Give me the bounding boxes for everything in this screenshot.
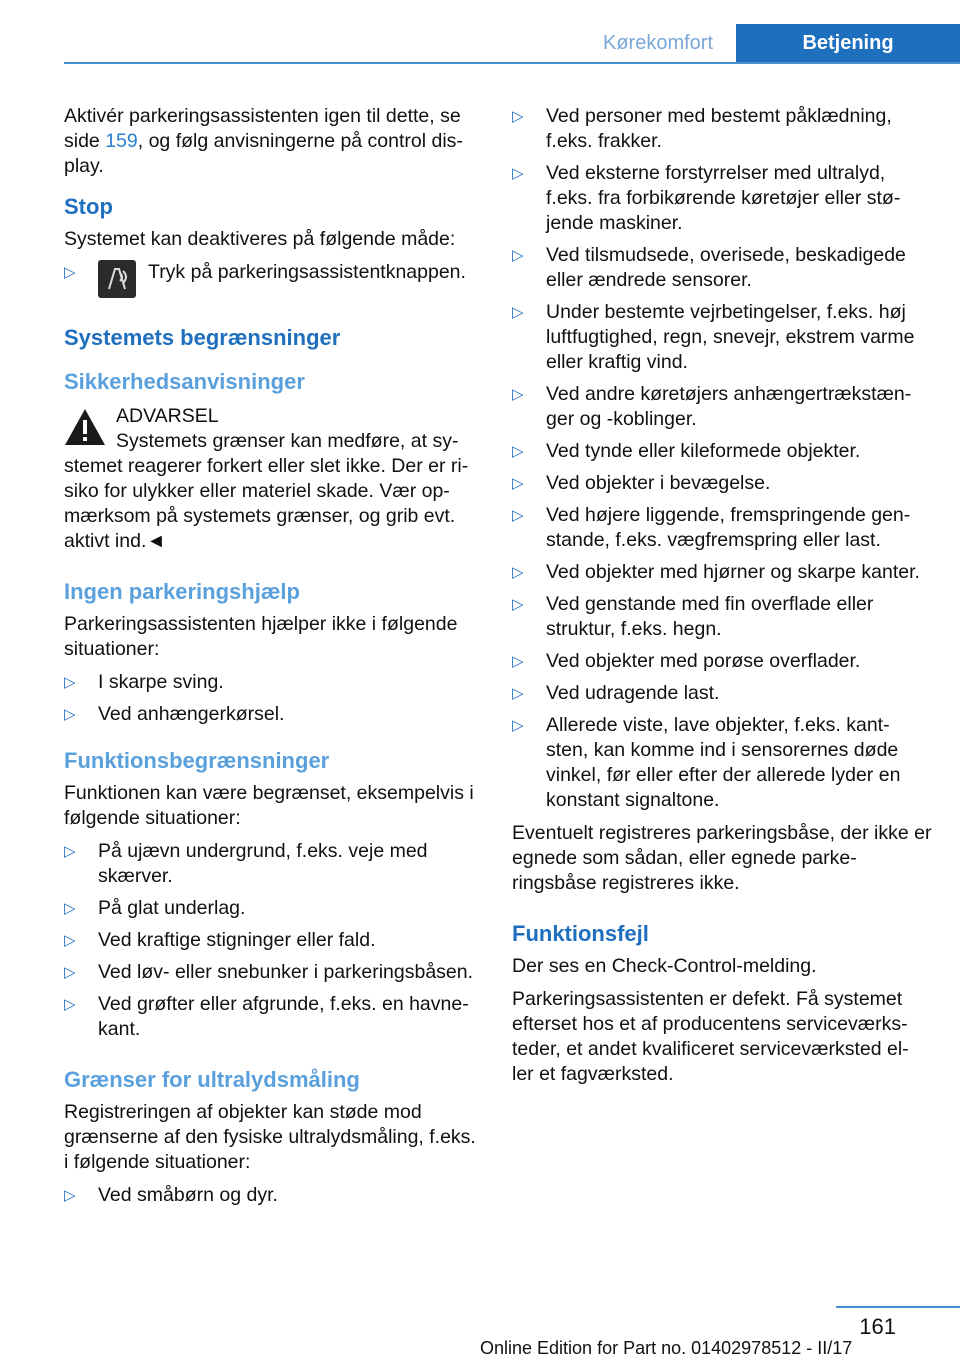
- stop-heading: Stop: [64, 194, 113, 219]
- list-item: ▷ Ved kraftige stigninger eller fald.: [64, 929, 376, 951]
- bullet-icon: ▷: [512, 596, 524, 613]
- bullet-icon: ▷: [64, 706, 76, 723]
- bullet-icon: ▷: [512, 108, 524, 125]
- bullet-icon: ▷: [512, 653, 524, 670]
- funclim-text: Funktionen kan være begrænset, eksempelvis i følgende situationer:: [64, 782, 474, 829]
- list-item: ▷ Ved tynde eller kileformede objekter.: [512, 440, 861, 462]
- limits-heading: Systemets begrænsninger: [64, 325, 341, 350]
- warning-title: ADVARSEL: [116, 405, 219, 427]
- stop-list-item: [64, 260, 478, 298]
- list-item: ▷ Allerede viste, lave objekter, f.eks. kant- sten, kan komme ind i sensorernes døde vinkel, før eller efter der allerede lyder en konstant signaltone.: [512, 714, 901, 811]
- page-number: 161: [859, 1314, 896, 1339]
- warning-text: stemet reagerer forkert eller slet ikke. Der er ri- siko for ulykker eller materiel skade. Vær op- mærksom på systemets grænser, og grib evt. aktivt ind.◄: [64, 455, 469, 552]
- list-item: ▷ Ved udragende last.: [512, 682, 720, 704]
- right-column: [512, 104, 932, 1095]
- fault-heading: Funktionsfejl: [512, 921, 649, 946]
- edition-note: Online Edition for Part no. 01402978512 - II/17: [480, 1338, 853, 1358]
- list-item: ▷ Ved eksterne forstyrrelser med ultralyd, f.eks. fra forbikørende køretøjer eller stø- jende maskiner.: [512, 162, 901, 234]
- funclim-heading: Funktionsbegrænsninger: [64, 748, 330, 773]
- bullet-icon: ▷: [512, 165, 524, 182]
- list-item: ▷ Ved objekter med hjørner og skarpe kanter.: [512, 561, 920, 583]
- list-item: ▷ Ved tilsmudsede, overisede, beskadigede eller ændrede sensorer.: [512, 244, 906, 291]
- left-column: [64, 104, 478, 1216]
- bullet-icon: ▷: [64, 996, 76, 1013]
- nohelp-heading: Ingen parkeringshjælp: [64, 579, 300, 604]
- bullet-icon: ▷: [512, 507, 524, 524]
- warning-box: [64, 402, 478, 554]
- list-item: ▷ Ved objekter med porøse overflader.: [512, 650, 861, 672]
- bullet-icon: ▷: [512, 685, 524, 702]
- bullet-icon: ▷: [512, 564, 524, 581]
- bullet-icon: ▷: [64, 964, 76, 981]
- ultra-list: [64, 1183, 478, 1208]
- bullet-icon: ▷: [512, 717, 524, 734]
- ultra-list-continued: [512, 104, 932, 813]
- header-rule: [64, 62, 960, 64]
- fault-text-1: Der ses en Check-Control-melding.: [512, 955, 817, 977]
- list-item: ▷ I skarpe sving.: [64, 671, 224, 693]
- bullet-icon: ▷: [64, 900, 76, 917]
- tab-korekomfort[interactable]: Kørekomfort: [602, 32, 714, 54]
- bullet-icon: ▷: [512, 386, 524, 403]
- stop-item-text: Tryk på parkeringsassistentknappen.: [148, 261, 466, 283]
- list-item: ▷ Ved anhængerkørsel.: [64, 703, 285, 725]
- bullet-icon: ▷: [64, 264, 76, 281]
- list-item: ▷ Ved personer med bestemt påklædning, f.eks. frakker.: [512, 105, 892, 152]
- bullet-icon: ▷: [512, 304, 524, 321]
- nohelp-list: [64, 670, 478, 727]
- nohelp-text: Parkeringsassistenten hjælper ikke i følgende situationer:: [64, 613, 458, 660]
- list-item: ▷ Ved højere liggende, fremspringende gen- stande, f.eks. vægfremspring eller last.: [512, 504, 911, 551]
- after-list-text: Eventuelt registreres parkeringsbåse, der ikke er egnede som sådan, eller egnede parke- ringsbåse registreres ikke.: [512, 822, 932, 894]
- list-item: ▷ På glat underlag.: [64, 897, 246, 919]
- list-item: ▷ Ved objekter i bevægelse.: [512, 472, 771, 494]
- tab-betjening[interactable]: Betjening: [736, 24, 960, 62]
- list-item: ▷ Ved løv- eller snebunker i parkeringsbåsen.: [64, 961, 474, 983]
- stop-text: Systemet kan deaktiveres på følgende måde:: [64, 228, 456, 250]
- warning-triangle-icon: [64, 408, 106, 453]
- bullet-icon: ▷: [512, 247, 524, 264]
- bullet-icon: ▷: [512, 475, 524, 492]
- list-item: ▷ Ved genstande med fin overflade eller struktur, f.eks. hegn.: [512, 593, 874, 640]
- list-item: ▷ På ujævn undergrund, f.eks. veje med skærver.: [64, 840, 428, 887]
- warning-text-first: Systemets grænser kan medføre, at sy-: [116, 430, 459, 452]
- bullet-icon: ▷: [64, 674, 76, 691]
- list-item: ▷ Under bestemte vejrbetingelser, f.eks. høj luftfugtighed, regn, snevejr, ekstrem varme eller kraftig vind.: [512, 301, 915, 373]
- ultra-text: Registreringen af objekter kan støde mod grænserne af den fysiske ultralydsmåling, f.eks. i følgende situationer:: [64, 1101, 476, 1173]
- parking-assistant-button-icon: [98, 260, 136, 298]
- safety-heading: Sikkerhedsanvisninger: [64, 369, 305, 394]
- bullet-icon: ▷: [64, 932, 76, 949]
- list-item: ▷ Ved grøfter eller afgrunde, f.eks. en havne- kant.: [64, 993, 469, 1040]
- funclim-list: [64, 839, 478, 1042]
- bullet-icon: ▷: [64, 1187, 76, 1204]
- footer-rule: [836, 1306, 960, 1308]
- ultra-heading: Grænser for ultralydsmåling: [64, 1067, 360, 1092]
- list-item: ▷ Ved småbørn og dyr.: [64, 1184, 278, 1206]
- page-link[interactable]: 159: [105, 130, 138, 152]
- bullet-icon: ▷: [512, 443, 524, 460]
- bullet-icon: ▷: [64, 843, 76, 860]
- fault-text-2: Parkeringsassistenten er defekt. Få systemet efterset hos et af producentens serviceværks- teder, et andet kvalificeret serviceværksted el- ler et fagværksted.: [512, 988, 909, 1085]
- list-item: ▷ Ved andre køretøjers anhængertrækstæn- ger og -koblinger.: [512, 383, 912, 430]
- intro-paragraph: Aktivér parkeringsassistenten igen til dette, se side 159, og følg anvisningerne på control dis- play.: [64, 105, 463, 177]
